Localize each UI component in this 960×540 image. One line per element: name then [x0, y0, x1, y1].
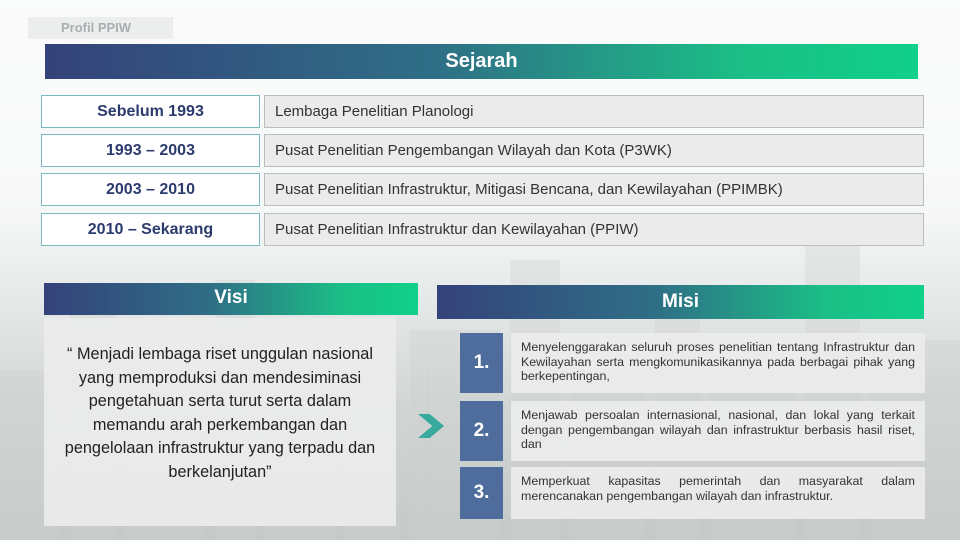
visi-header: Visi [44, 283, 418, 315]
misi-text: Menjawab persoalan internasional, nasional, dan lokal yang terkait dengan pengembangan wilayah dan infrastruktur berbasis hasil riset, dan [511, 401, 925, 461]
history-name: Lembaga Penelitian Planologi [264, 95, 924, 128]
sejarah-header: Sejarah [45, 44, 918, 79]
misi-number: 1. [460, 333, 503, 393]
history-name: Pusat Penelitian Infrastruktur dan Kewilayahan (PPIW) [264, 213, 924, 246]
history-row [41, 134, 924, 167]
misi-text: Memperkuat kapasitas pemerintah dan masyarakat dalam merencanakan pengembangan wilayah dan infrastruktur. [511, 467, 925, 519]
history-period: 2003 – 2010 [41, 173, 260, 206]
history-name: Pusat Penelitian Pengembangan Wilayah dan Kota (P3WK) [264, 134, 924, 167]
visi-statement: “ Menjadi lembaga riset unggulan nasional yang memproduksi dan mendesiminasi pengetahuan serta turut serta dalam memandu arah perkembangan dan pengelolaan infrastruktur yang terpadu dan berkelanjutan” [44, 318, 396, 526]
history-period: 1993 – 2003 [41, 134, 260, 167]
section-tag: Profil PPIW [28, 17, 173, 39]
misi-number: 3. [460, 467, 503, 519]
history-name: Pusat Penelitian Infrastruktur, Mitigasi Bencana, dan Kewilayahan (PPIMBK) [264, 173, 924, 206]
misi-text: Menyelenggarakan seluruh proses penelitian tentang Infrastruktur dan Kewilayahan serta mengkomunikasikannya pada berbagai pihak yang berkepentingan, [511, 333, 925, 393]
history-row [41, 213, 924, 246]
history-row [41, 173, 924, 206]
history-row [41, 95, 924, 128]
misi-number: 2. [460, 401, 503, 461]
dashed-divider [427, 370, 428, 520]
misi-header: Misi [437, 285, 924, 319]
history-period: Sebelum 1993 [41, 95, 260, 128]
history-period: 2010 – Sekarang [41, 213, 260, 246]
